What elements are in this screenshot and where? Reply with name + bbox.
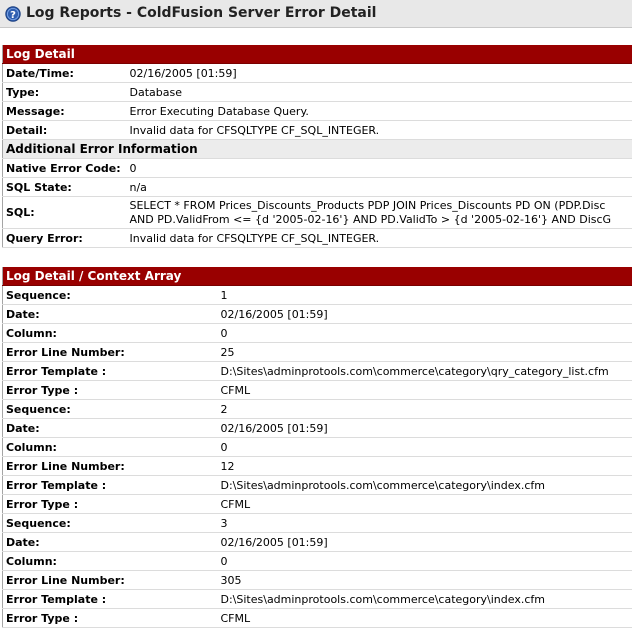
context-row <box>3 362 632 381</box>
row-value: 3 <box>218 514 632 533</box>
svg-text:?: ? <box>10 10 16 21</box>
title-bar <box>0 0 632 28</box>
row-value: D:\Sites\adminprotools.com\commerce\category\index.cfm <box>218 590 632 609</box>
row-label: Column: <box>3 324 218 343</box>
detail-row <box>3 229 632 248</box>
context-row <box>3 305 632 324</box>
row-label: Error Type : <box>3 381 218 400</box>
row-value: 02/16/2005 [01:59] <box>218 305 632 324</box>
row-value: 305 <box>218 571 632 590</box>
context-row <box>3 590 632 609</box>
row-label: Error Type : <box>3 609 218 628</box>
context-row <box>3 514 632 533</box>
row-value: CFML <box>218 381 632 400</box>
row-value: 0 <box>218 324 632 343</box>
row-value: 1 <box>218 286 632 305</box>
row-value: 0 <box>218 438 632 457</box>
row-value: 12 <box>218 457 632 476</box>
context-row <box>3 609 632 628</box>
detail-row <box>3 159 632 178</box>
row-label: Native Error Code: <box>3 159 127 178</box>
row-value: 02/16/2005 [01:59] <box>218 419 632 438</box>
context-row <box>3 419 632 438</box>
help-icon[interactable] <box>5 6 21 22</box>
row-value: 0 <box>218 552 632 571</box>
row-value: 2 <box>218 400 632 419</box>
log-detail-table <box>2 45 632 248</box>
sql-label: SQL: <box>3 197 127 229</box>
row-label: Sequence: <box>3 286 218 305</box>
context-row <box>3 438 632 457</box>
context-row <box>3 533 632 552</box>
row-label: Error Type : <box>3 495 218 514</box>
row-value: 02/16/2005 [01:59] <box>127 64 632 83</box>
context-row <box>3 343 632 362</box>
row-label: Error Template : <box>3 362 218 381</box>
row-value: 02/16/2005 [01:59] <box>218 533 632 552</box>
context-row <box>3 571 632 590</box>
detail-row <box>3 102 632 121</box>
row-label: Column: <box>3 552 218 571</box>
row-value: n/a <box>127 178 632 197</box>
detail-row <box>3 83 632 102</box>
row-label: Date/Time: <box>3 64 127 83</box>
sql-line: AND PD.ValidFrom <= {d '2005-02-16'} AND PD.ValidTo > {d '2005-02-16'} AND DiscG <box>129 212 612 226</box>
row-value: CFML <box>218 495 632 514</box>
context-row <box>3 324 632 343</box>
query-error-label: Query Error: <box>3 229 127 248</box>
row-value: D:\Sites\adminprotools.com\commerce\category\index.cfm <box>218 476 632 495</box>
context-row <box>3 552 632 571</box>
row-label: Sequence: <box>3 400 218 419</box>
detail-row <box>3 64 632 83</box>
row-label: Date: <box>3 419 218 438</box>
row-value: 25 <box>218 343 632 362</box>
row-value: Invalid data for CFSQLTYPE CF_SQL_INTEGER. <box>127 121 632 140</box>
sql-value <box>127 197 632 229</box>
context-row <box>3 476 632 495</box>
row-label: Sequence: <box>3 514 218 533</box>
query-error-value: Invalid data for CFSQLTYPE CF_SQL_INTEGER. <box>127 229 632 248</box>
log-detail-heading: Log Detail <box>3 45 632 64</box>
sql-line: SELECT * FROM Prices_Discounts_Products PDP JOIN Prices_Discounts PD ON (PDP.Disc <box>129 198 606 212</box>
row-value: CFML <box>218 609 632 628</box>
row-label: Date: <box>3 533 218 552</box>
row-label: Error Line Number: <box>3 571 218 590</box>
row-label: Message: <box>3 102 127 121</box>
context-row <box>3 400 632 419</box>
row-label: SQL State: <box>3 178 127 197</box>
row-value: D:\Sites\adminprotools.com\commerce\category\qry_category_list.cfm <box>218 362 632 381</box>
row-label: Error Line Number: <box>3 457 218 476</box>
row-label: Type: <box>3 83 127 102</box>
row-label: Error Line Number: <box>3 343 218 362</box>
row-value: Database <box>127 83 632 102</box>
sql-row <box>3 197 632 229</box>
context-row <box>3 381 632 400</box>
detail-row <box>3 178 632 197</box>
context-row <box>3 495 632 514</box>
additional-info-heading: Additional Error Information <box>3 140 632 159</box>
detail-row <box>3 121 632 140</box>
row-label: Column: <box>3 438 218 457</box>
row-label: Error Template : <box>3 476 218 495</box>
context-row <box>3 286 632 305</box>
context-array-heading: Log Detail / Context Array <box>3 267 632 286</box>
row-label: Date: <box>3 305 218 324</box>
context-row <box>3 457 632 476</box>
row-value: Error Executing Database Query. <box>127 102 632 121</box>
page-title: Log Reports - ColdFusion Server Error Detail <box>26 5 377 21</box>
row-value: 0 <box>127 159 632 178</box>
row-label: Detail: <box>3 121 127 140</box>
context-array-table <box>2 267 632 628</box>
row-label: Error Template : <box>3 590 218 609</box>
